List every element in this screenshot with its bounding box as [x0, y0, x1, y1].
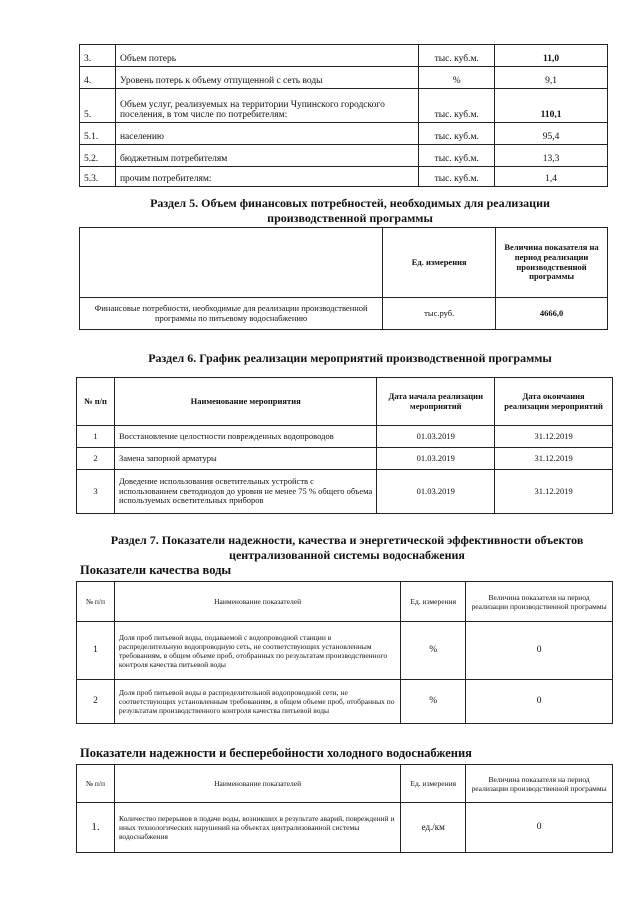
reliability-table — [76, 764, 613, 853]
table-row: 2 Доля проб питьевой воды в распределительной водопроводной сети, не соответствующих установленным требованиям, в общем объеме проб, отобранных по результатам производственного контроля качества питьевой воды % 0 — [77, 680, 613, 724]
table-header: № п/п Наименование мероприятия Дата начала реализации мероприятий Дата окончания реализации мероприятий — [77, 378, 613, 426]
table-row: 5.3. прочим потребителям: тыс. куб.м. 1,4 — [80, 167, 608, 187]
section6-heading: Раздел 6. График реализации мероприятий производственной программы — [148, 351, 552, 365]
table-row: 5.1. населению тыс. куб.м. 95,4 — [80, 123, 608, 145]
table-row: Финансовые потребности, необходимые для реализации производственной программы по питьевому водоснабжению тыс.руб. 4666,0 — [80, 298, 608, 330]
table-row: 3 Доведение использования осветительных устройств с использованием светодиодов до уровня не менее 75 % общего объема используемых осветительных приборов 01.03.2019 31.12.2019 — [77, 470, 613, 514]
table-header: Ед. измерения Величина показателя на период реализации производственной программы — [80, 228, 608, 298]
table-row: 5.2. бюджетным потребителям тыс. куб.м. 13,3 — [80, 145, 608, 167]
section7-heading: Раздел 7. Показатели надежности, качества и энергетической эффективности объектов централизованной системы водоснабжения — [110, 533, 584, 562]
reliability-heading: Показатели надежности и бесперебойности холодного водоснабжения — [80, 746, 472, 760]
table-row: 4. Уровень потерь к объему отпущенной с сеть воды % 9,1 — [80, 67, 608, 89]
water-quality-table — [76, 581, 613, 724]
table-row: 1 Восстановление целостности поврежденных водопроводов 01.03.2019 31.12.2019 — [77, 426, 613, 448]
table-header: № п/п Наименование показателей Ед. измерения Величина показателя на период реализации производственной программы — [77, 582, 613, 622]
table-row: 1. Количество перерывов в подаче воды, возникших в результате аварий, повреждений и иных технологических нарушений на объектах централизованной системы водоснабжения ед./км 0 — [77, 803, 613, 853]
schedule-table — [76, 377, 613, 514]
section5-heading: Раздел 5. Объем финансовых потребностей, необходимых для реализации производственной программы — [150, 196, 550, 225]
financial-needs-table — [79, 227, 608, 330]
water-quality-heading: Показатели качества воды — [80, 563, 232, 577]
indicators-table — [79, 44, 608, 187]
table-row: 5. Объем услуг, реализуемых на территории Чупинского городского поселения, в том числе по потребителям: тыс. куб.м. 110,1 — [80, 89, 608, 123]
table-row: 1 Доля проб питьевой воды, подаваемой с водопроводной станции в распределительную водопроводную сеть, не соответствующих установленным требованиям, в общем объеме проб, отобранных по результатам производственного контроля качества питьевой воды % 0 — [77, 622, 613, 680]
table-row: 2 Замена запорной арматуры 01.03.2019 31.12.2019 — [77, 448, 613, 470]
table-row: 3. Объем потерь тыс. куб.м. 11,0 — [80, 45, 608, 67]
table-header: № п/п Наименование показателей Ед. измерения Величина показателя на период реализации производственной программы — [77, 765, 613, 803]
